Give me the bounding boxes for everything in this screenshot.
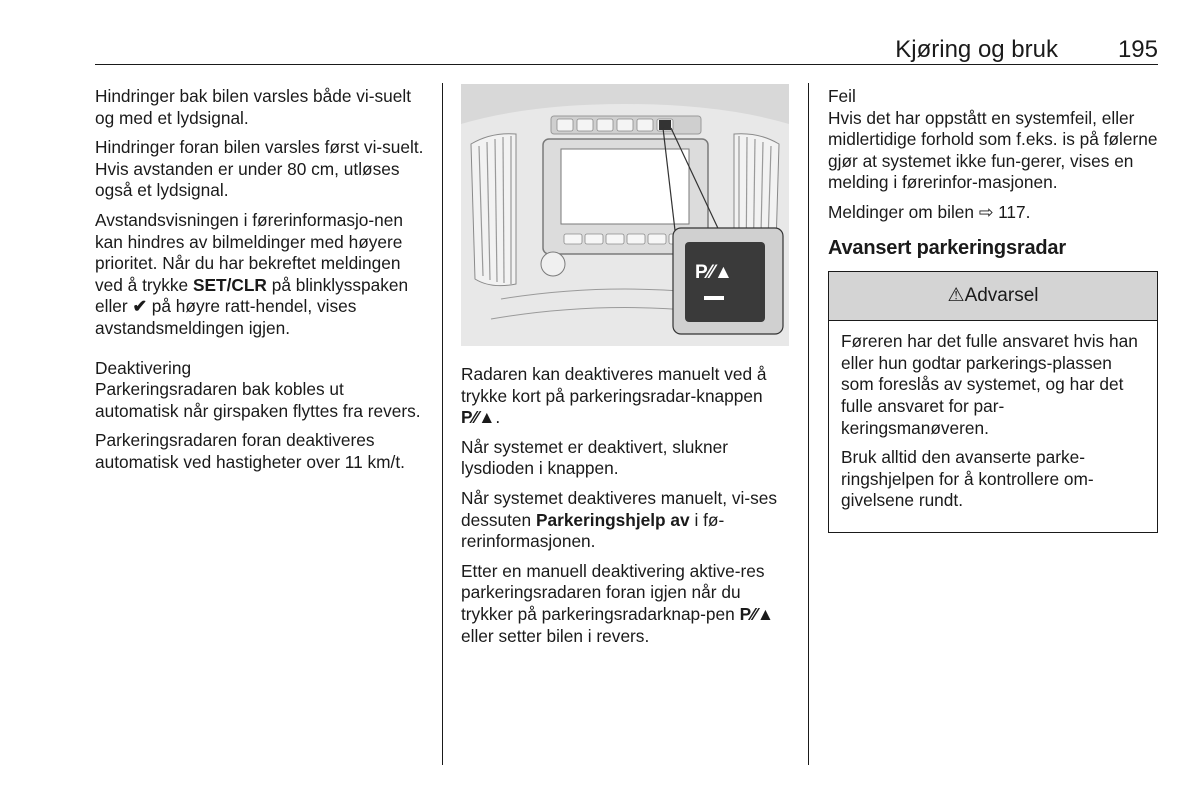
warning-triangle-icon: ⚠ [947, 285, 965, 307]
parking-radar-icon: P⁄⁄▲ [739, 603, 774, 624]
warning-box [828, 271, 1158, 533]
paragraph: Parkeringsradaren foran deaktiveres automatisk ved hastigheter over 11 km/t. [95, 430, 405, 472]
subheading-deaktivering: Deaktivering [95, 357, 192, 378]
check-icon: ✔ [132, 296, 147, 317]
column-2 [461, 364, 791, 655]
subheading-feil: Feil [828, 86, 856, 106]
parkeringshjelp-av-label: Parkeringshjelp av [535, 509, 690, 530]
paragraph: Hindringer foran bilen varsles først vi-suelt. Hvis avstanden er under 80 cm, utløses også et lydsignal. [95, 137, 424, 201]
warning-header [829, 272, 1157, 321]
paragraph: Etter en manuell deaktivering aktive-res parkeringsradaren foran igjen når du trykker på parkeringsradarknap-pen P⁄⁄▲ eller setter bilen i revers. [461, 560, 774, 646]
header-rule [95, 64, 1158, 65]
paragraph: Bruk alltid den avanserte parke-ringshjelpen for å kontrollere om-givelsene rundt. [841, 447, 1094, 511]
section-heading: Avansert parkeringsradar [828, 236, 1066, 259]
parking-radar-icon: P⁄⁄▲ [461, 407, 496, 428]
page-number: 195 [1117, 36, 1158, 63]
dashboard-illustration [461, 84, 789, 346]
paragraph: Hindringer bak bilen varsles både vi-suelt og med et lydsignal. [95, 86, 412, 128]
paragraph: Når systemet deaktiveres manuelt, vi-ses dessuten Parkeringshjelp av i fø-rerinformasjonen. [461, 487, 777, 552]
paragraph: Når systemet er deaktivert, slukner lysdioden i knappen. [461, 436, 728, 479]
page-section-title: Kjøring og bruk [895, 36, 1058, 63]
paragraph: Føreren har det fulle ansvaret hvis han eller hun godtar parkerings-plassen som foreslås av systemet, og har det fulle ansvaret for par-keringsmanøveren. [841, 331, 1138, 438]
column-3 [828, 86, 1158, 533]
warning-body [829, 321, 1157, 532]
set-clr-label: SET/CLR [192, 274, 267, 295]
page-reference-arrow-icon: ⇨ [978, 201, 994, 222]
paragraph: Meldinger om bilen ⇨ 117. [828, 201, 1031, 222]
paragraph: Avstandsvisningen i førerinformasjo-nen kan hindres av bilmeldinger med høyere prioritet. Når du har bekreftet meldingen ved å trykke SET/CLR på blinklysspaken eller ✔ på høyre ratt-hendel, vises avstandsmeldingen igjen. [95, 209, 409, 338]
column-1 [95, 86, 425, 482]
paragraph: Hvis det har oppstått en systemfeil, eller midlertidige forhold som f.eks. is på følerne gjør at systemet ikke fun-gerer, vises en melding i førerinfor-masjonen. [828, 107, 1158, 193]
paragraph: Radaren kan deaktiveres manuelt ved å trykke kort på parkeringsradar-knappen P⁄⁄▲. [461, 364, 767, 428]
dashboard-drawing [461, 84, 789, 346]
parking-button-symbol: P⁄⁄▲ [695, 262, 733, 283]
column-divider-right [808, 83, 809, 765]
warning-title: Advarsel [964, 285, 1039, 307]
column-divider-left [442, 83, 443, 765]
paragraph: Parkeringsradaren bak kobles ut automatisk når girspaken flyttes fra revers. [95, 379, 421, 421]
